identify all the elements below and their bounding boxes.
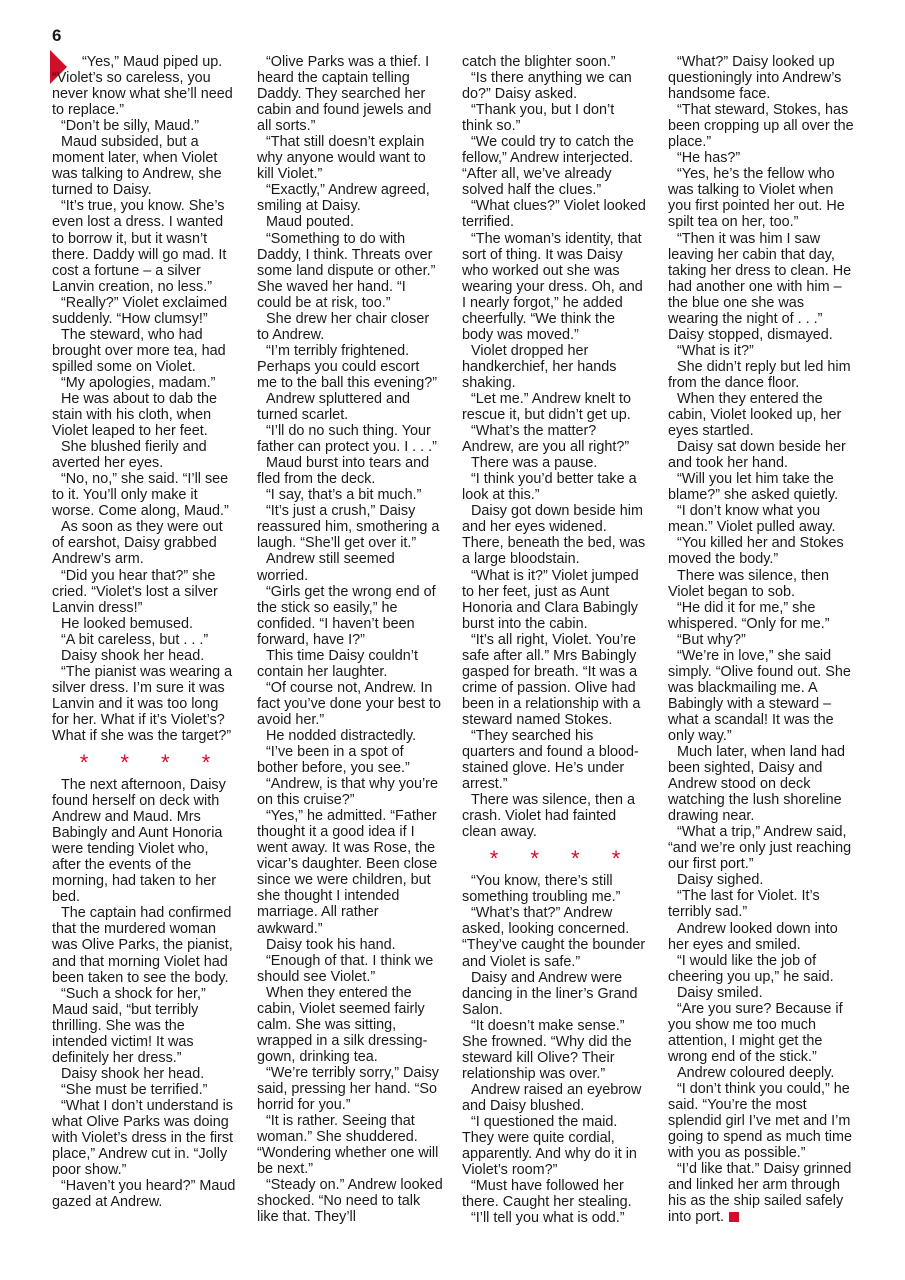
paragraph: There was silence, then a crash. Violet had fainted clean away. bbox=[462, 792, 635, 841]
section-break-ornament: * * * * bbox=[79, 750, 224, 776]
paragraph: “I would like the job of cheering you up,” he said. bbox=[668, 952, 834, 985]
paragraph: Maud subsided, but a moment later, when Violet was talking to Andrew, she turned to Daisy. bbox=[52, 134, 222, 199]
paragraph: She didn’t reply but led him from the dance floor. bbox=[668, 358, 851, 391]
paragraph: “Don’t be silly, Maud.” bbox=[61, 118, 200, 135]
paragraph: “That steward, Stokes, has been cropping up all over the place.” bbox=[668, 102, 854, 151]
paragraph: He looked bemused. bbox=[61, 615, 193, 632]
text-column-4 bbox=[668, 54, 858, 1225]
paragraph: “My apologies, madam.” bbox=[61, 374, 216, 391]
paragraph: The captain had confirmed that the murdered woman was Olive Parks, the pianist, and that morning Violet had been taken to see the body. bbox=[52, 905, 233, 986]
text-column-1 bbox=[52, 54, 238, 1210]
paragraph: Maud pouted. bbox=[266, 214, 355, 231]
paragraph: “I don’t think you could,” he said. “You’re the most splendid girl I’ve met and I’m going to spend as much time with you as possible.” bbox=[668, 1081, 852, 1162]
paragraph: Andrew coloured deeply. bbox=[677, 1064, 835, 1081]
paragraph: “I’ll tell you what is odd.” bbox=[471, 1210, 625, 1227]
paragraph: “Girls get the wrong end of the stick so easily,” he confided. “I haven’t been forward, have I?” bbox=[257, 583, 436, 648]
paragraph: “But why?” bbox=[677, 631, 746, 648]
paragraph: He nodded distractedly. bbox=[266, 727, 417, 744]
paragraph: “A bit careless, but . . .” bbox=[61, 631, 209, 648]
paragraph: She blushed fierily and averted her eyes. bbox=[52, 439, 207, 472]
paragraph: “What?” Daisy looked up questioningly into Andrew’s handsome face. bbox=[668, 54, 842, 103]
paragraph: “That still doesn’t explain why anyone would want to kill Violet.” bbox=[257, 134, 426, 183]
paragraph: “It is rather. Seeing that woman.” She shuddered. “Wondering whether one will be next.” bbox=[257, 1113, 439, 1178]
paragraph: “You killed her and Stokes moved the body.” bbox=[668, 535, 844, 568]
paragraph: “The pianist was wearing a silver dress. I’m sure it was Lanvin and it was too long for her. What if it’s Violet’s? What if she was the target?” bbox=[52, 663, 233, 744]
paragraph: “We could try to catch the fellow,” Andrew interjected. “After all, we’ve already solved half the clues.” bbox=[462, 134, 634, 199]
paragraph: “I’ve been in a spot of bother before, you see.” bbox=[257, 744, 410, 777]
paragraph: Daisy got down beside him and her eyes widened. There, beneath the bed, was a large bloodstain. bbox=[462, 503, 646, 568]
paragraph: “Steady on.” Andrew looked shocked. “No need to talk like that. They’ll bbox=[257, 1177, 443, 1226]
paragraph: “Andrew, is that why you’re on this cruise?” bbox=[257, 776, 438, 809]
text-column-3 bbox=[462, 54, 648, 1226]
paragraph: “I questioned the maid. They were quite cordial, apparently. And why do it in Violet’s room?” bbox=[462, 1114, 637, 1179]
paragraph: “He did it for me,” she whispered. “Only for me.” bbox=[668, 599, 830, 632]
paragraph: Andrew looked down into her eyes and smiled. bbox=[668, 920, 838, 953]
paragraph: “What a trip,” Andrew said, “and we’re only just reaching our first port.” bbox=[668, 824, 852, 873]
paragraph: “Are you sure? Because if you show me too much attention, I might get the wrong end of the stick.” bbox=[668, 1000, 843, 1065]
paragraph: “Olive Parks was a thief. I heard the captain telling Daddy. They searched her cabin and found jewels and all sorts.” bbox=[257, 54, 432, 135]
paragraph: Andrew raised an eyebrow and Daisy blushed. bbox=[462, 1081, 642, 1114]
paragraph: “I don’t know what you mean.” Violet pulled away. bbox=[668, 503, 836, 536]
paragraph: As soon as they were out of earshot, Daisy grabbed Andrew’s arm. bbox=[52, 519, 223, 568]
paragraph: Daisy sighed. bbox=[677, 872, 764, 889]
paragraph: “You know, there’s still something troubling me.” bbox=[462, 873, 621, 906]
paragraph: “She must be terrified.” bbox=[61, 1081, 208, 1098]
paragraph: “No, no,” she said. “I’ll see to it. You’ll only make it worse. Come along, Maud.” bbox=[52, 471, 229, 520]
section-break-ornament: * * * * bbox=[489, 846, 634, 872]
paragraph: “I’ll do no such thing. Your father can protect you. I . . .” bbox=[257, 423, 437, 456]
paragraph: “It’s true, you know. She’s even lost a dress. I wanted to borrow it, but it wasn’t there. Daddy will go mad. It cost a fortune – a silver Lanvin creation, no less.” bbox=[52, 198, 227, 295]
page-number: 6 bbox=[52, 26, 62, 45]
paragraph: Andrew spluttered and turned scarlet. bbox=[257, 390, 410, 424]
paragraph: “Must have followed her there. Caught her stealing. bbox=[462, 1178, 632, 1211]
paragraph: “The woman’s identity, that sort of thing. It was Daisy who worked out she was wearing your dress. Oh, and I nearly forgot,” he added cheerfully. “We think the body was moved.” bbox=[462, 230, 643, 343]
paragraph: “Enough of that. I think we should see Violet.” bbox=[257, 952, 434, 985]
paragraph: “I’d like that.” Daisy grinned and linked her arm through his as the ship sailed safely into port. bbox=[668, 1161, 852, 1226]
paragraph: Andrew still seemed worried. bbox=[257, 551, 395, 584]
paragraph: “It’s all right, Violet. You’re safe after all.” Mrs Babingly gasped for breath. “It was a crime of passion. Olive had been in a relationship with a steward named Stokes. bbox=[462, 631, 641, 728]
paragraph: “Such a shock for her,” Maud said, “but terribly thrilling. She was the intended victim! It was definitely her dress.” bbox=[52, 985, 206, 1066]
paragraph: The next afternoon, Daisy found herself on deck with Andrew and Maud. Mrs Babingly and Aunt Honoria were tending Violet who, after the events of the morning, had taken to her bed. bbox=[52, 777, 226, 906]
paragraph: “What clues?” Violet looked terrified. bbox=[462, 198, 646, 231]
paragraph: “Of course not, Andrew. In fact you’ve done your best to avoid her.” bbox=[257, 679, 441, 728]
paragraph: “I say, that’s a bit much.” bbox=[266, 487, 422, 504]
paragraph: Daisy and Andrew were dancing in the liner’s Grand Salon. bbox=[462, 969, 638, 1018]
text-column-2 bbox=[257, 54, 443, 1225]
paragraph: There was silence, then Violet began to sob. bbox=[668, 567, 829, 600]
paragraph: “I think you’d better take a look at this.” bbox=[462, 471, 637, 504]
paragraph: “Is there anything we can do?” Daisy asked. bbox=[462, 70, 632, 103]
paragraph: “We’re terribly sorry,” Daisy said, pressing her hand. “So horrid for you.” bbox=[257, 1064, 439, 1114]
paragraph: The steward, who had brought over more tea, had spilled some on Violet. bbox=[52, 326, 226, 375]
paragraph: When they entered the cabin, Violet seemed fairly calm. She was sitting, wrapped in a silk dressing-gown, drinking tea. bbox=[257, 984, 428, 1065]
paragraph: “Will you let him take the blame?” she asked quietly. bbox=[668, 471, 839, 504]
paragraph: “They searched his quarters and found a blood-stained glove. He’s under arrest.” bbox=[462, 727, 639, 793]
paragraph: She drew her chair closer to Andrew. bbox=[257, 310, 430, 343]
paragraph: “Did you hear that?” she cried. “Violet’s lost a silver Lanvin dress!” bbox=[52, 567, 218, 616]
paragraph: catch the blighter soon.” bbox=[462, 54, 616, 70]
paragraph: “What is it?” Violet jumped to her feet, just as Aunt Honoria and Clara Babingly burst into the cabin. bbox=[462, 567, 639, 632]
paragraph: “Really?” Violet exclaimed suddenly. “How clumsy!” bbox=[52, 294, 228, 327]
paragraph: Much later, when land had been sighted, Daisy and Andrew stood on deck watching the lush shoreline drawing near. bbox=[668, 744, 846, 825]
paragraph: “We’re in love,” she said simply. “Olive found out. She was blackmailing me. A Babingly with a steward – what a scandal! It was the only way.” bbox=[668, 647, 851, 744]
paragraph: He was about to dab the stain with his cloth, when Violet leaped to her feet. bbox=[52, 390, 218, 440]
paragraph: “What’s the matter? Andrew, are you all right?” bbox=[462, 423, 630, 456]
paragraph: Daisy shook her head. bbox=[61, 1065, 205, 1082]
paragraph: “Exactly,” Andrew agreed, smiling at Daisy. bbox=[257, 182, 430, 215]
story-end-marker bbox=[729, 1212, 739, 1222]
paragraph: When they entered the cabin, Violet looked up, her eyes startled. bbox=[668, 390, 842, 440]
paragraph: Daisy smiled. bbox=[677, 984, 763, 1001]
paragraph: “What is it?” bbox=[677, 342, 754, 359]
paragraph: “Let me.” Andrew knelt to rescue it, but didn’t get up. bbox=[462, 390, 631, 424]
paragraph: “Something to do with Daddy, I think. Threats over some land dispute or other.” She waved her hand. “I could be at risk, too.” bbox=[257, 230, 436, 311]
paragraph: This time Daisy couldn’t contain her laughter. bbox=[257, 647, 418, 680]
paragraph: “He has?” bbox=[677, 150, 741, 167]
paragraph: “What I don’t understand is what Olive Parks was doing with Violet’s dress in the first place,” Andrew cut in. “Jolly poor show.” bbox=[52, 1097, 234, 1179]
paragraph: “It doesn’t make sense.” She frowned. “Why did the steward kill Olive? Their relationship was over.” bbox=[462, 1017, 632, 1082]
paragraph: “I’m terribly frightened. Perhaps you could escort me to the ball this evening?” bbox=[257, 342, 437, 391]
paragraph: “Yes,” Maud piped up. “Violet’s so careless, you never know what she’ll need to replace.” bbox=[52, 54, 233, 119]
paragraph: “Thank you, but I don’t think so.” bbox=[462, 102, 615, 135]
paragraph: “Haven’t you heard?” Maud gazed at Andrew. bbox=[52, 1178, 236, 1211]
paragraph: “Yes,” he admitted. “Father thought it a good idea if I went away. It was Rose, the vicar’s daughter. Been close since we were children, but she thought I intended marriage. All rather awkward.” bbox=[257, 808, 438, 937]
paragraph: Violet dropped her handkerchief, her hands shaking. bbox=[462, 342, 617, 391]
paragraph: Daisy shook her head. bbox=[61, 647, 205, 664]
paragraph: Daisy sat down beside her and took her hand. bbox=[668, 439, 846, 472]
paragraph: Maud burst into tears and fled from the deck. bbox=[257, 455, 430, 488]
paragraph: There was a pause. bbox=[471, 455, 598, 472]
paragraph: “Then it was him I saw leaving her cabin that day, taking her dress to clean. He had another one with him – the blue one she was wearing the night of . . .” Daisy stopped, dismayed. bbox=[668, 230, 852, 343]
paragraph: “What’s that?” Andrew asked, looking concerned. “They’ve caught the bounder and Violet is safe.” bbox=[462, 905, 646, 970]
paragraph: Daisy took his hand. bbox=[266, 936, 396, 953]
paragraph: “Yes, he’s the fellow who was talking to Violet when you first pointed her out. He spilt tea on her, too.” bbox=[668, 166, 845, 231]
paragraph: “It’s just a crush,” Daisy reassured him, smothering a laugh. “She’ll get over it.” bbox=[257, 503, 440, 552]
paragraph: “The last for Violet. It’s terribly sad.” bbox=[668, 888, 820, 921]
